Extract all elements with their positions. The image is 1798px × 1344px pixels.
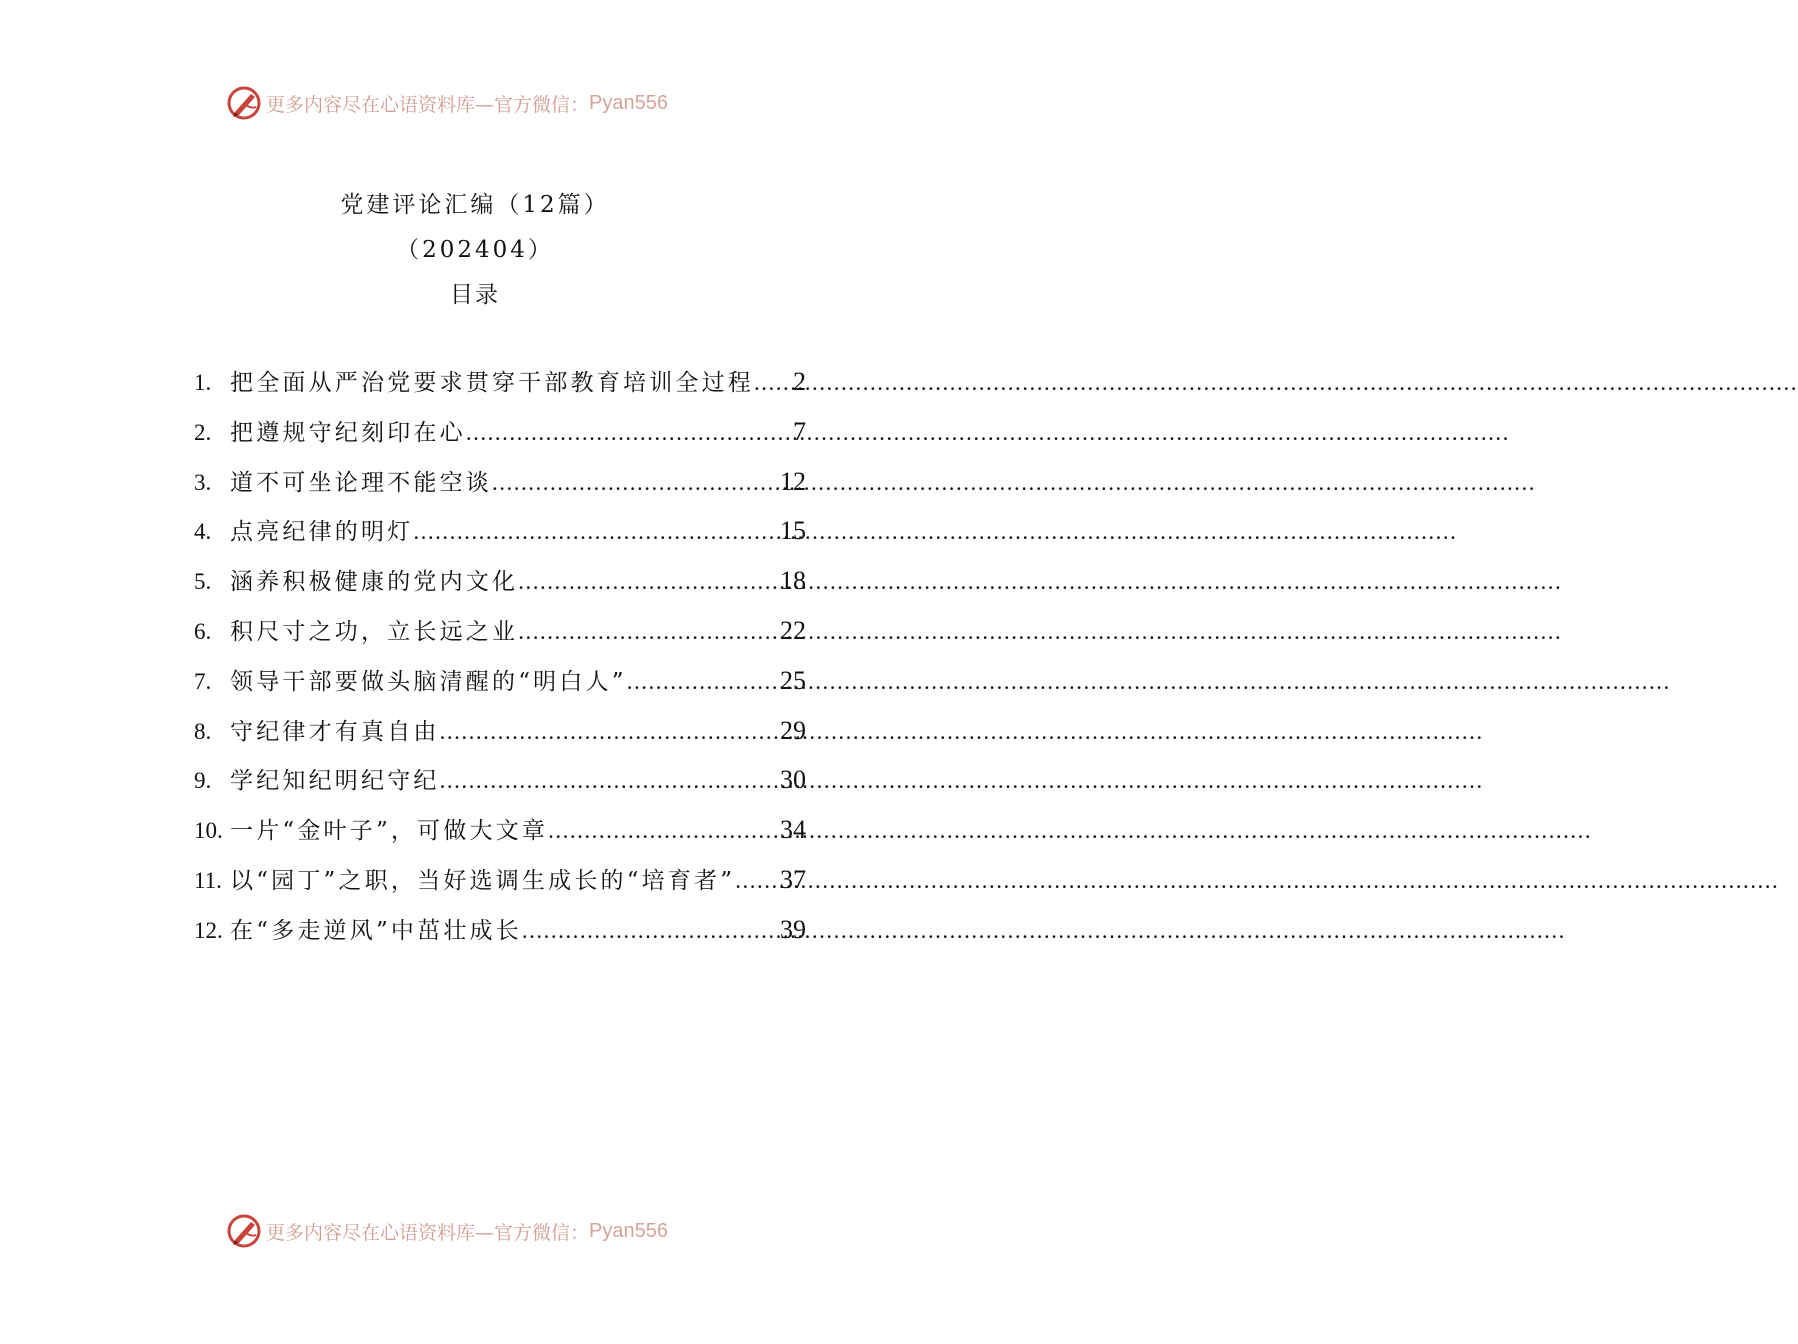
toc-item[interactable] xyxy=(194,663,806,713)
toc-item-number: 2. xyxy=(194,419,212,445)
toc-item-page: 39 xyxy=(780,914,806,944)
toc-item-title: 积尺寸之功，立长远之业 xyxy=(230,618,519,645)
toc-item[interactable] xyxy=(194,613,806,663)
toc-item-number: 4. xyxy=(194,519,212,545)
toc-dot-leader xyxy=(754,370,793,396)
toc-item-title: 道不可坐论理不能空谈 xyxy=(230,469,492,496)
toc-item-title: 守纪律才有真自由 xyxy=(230,718,440,745)
toc-dot-leader xyxy=(627,669,780,695)
watermark-bottom xyxy=(226,1211,668,1251)
document-title: 党建评论汇编（12篇） xyxy=(340,192,610,218)
toc-item-page: 34 xyxy=(780,815,806,845)
toc-item-title: 以“园丁”之职，当好选调生成长的“培育者” xyxy=(230,867,736,894)
toc-item-title: 把全面从严治党要求贯穿干部教育培训全过程 xyxy=(230,370,754,396)
toc-item[interactable] xyxy=(194,364,806,414)
toc-item-title: 涵养积极健康的党内文化 xyxy=(230,569,519,596)
toc-item-page: 22 xyxy=(780,615,806,645)
toc-item-number: 10. xyxy=(194,818,223,844)
toc-dot-leader xyxy=(413,519,780,545)
toc-item-number: 12. xyxy=(194,917,223,943)
toc-item-title: 点亮纪律的明灯 xyxy=(230,519,414,546)
watermark-wechat-id: Pyan556 xyxy=(589,91,668,114)
toc-item-number: 1. xyxy=(194,370,212,395)
toc-item[interactable] xyxy=(194,912,806,962)
toc-item-number: 11. xyxy=(194,867,222,893)
toc-item[interactable] xyxy=(194,862,806,912)
toc-dot-leader xyxy=(522,918,780,944)
toc-item-page: 30 xyxy=(780,765,806,795)
watermark-text: 更多内容尽在心语资料库—官方微信： xyxy=(266,1221,590,1244)
document-date: （202404） xyxy=(396,237,554,263)
toc-dot-leader xyxy=(548,818,780,844)
toc-item[interactable] xyxy=(194,713,806,763)
toc-item-page: 18 xyxy=(780,566,806,596)
toc-dot-leader xyxy=(440,768,780,794)
toc-item-number: 5. xyxy=(194,569,212,595)
toc-item-title: 把遵规守纪刻印在心 xyxy=(230,419,466,446)
toc-item-page: 2 xyxy=(793,367,806,396)
toc-dot-leader xyxy=(518,569,780,595)
toc-item-page: 12 xyxy=(780,466,806,496)
toc-item-page: 29 xyxy=(780,715,806,745)
toc-item-page: 15 xyxy=(780,516,806,546)
watermark-wechat-id: Pyan556 xyxy=(589,1219,668,1242)
watermark-top xyxy=(226,83,668,123)
toc-dot-leader xyxy=(440,719,780,745)
toc-item-page: 7 xyxy=(793,416,806,446)
toc-item-page: 37 xyxy=(780,864,806,894)
toc-item[interactable] xyxy=(194,513,806,563)
toc-item-number: 6. xyxy=(194,618,212,644)
toc-item-title: 在“多走逆风”中茁壮成长 xyxy=(230,917,522,944)
toc-dot-leader xyxy=(518,619,780,645)
toc-item-number: 9. xyxy=(194,768,212,794)
toc-item-number: 8. xyxy=(194,718,212,744)
toc-dot-leader xyxy=(735,868,780,894)
toc-item[interactable] xyxy=(194,762,806,812)
toc-dot-leader xyxy=(492,470,780,496)
pen-logo-icon xyxy=(226,85,262,121)
toc-item-page: 25 xyxy=(780,665,806,695)
toc-item-title: 学纪知纪明纪守纪 xyxy=(230,768,440,795)
toc-item-number: 7. xyxy=(194,668,212,694)
toc-heading: 目录 xyxy=(450,282,500,308)
table-of-contents xyxy=(194,364,806,962)
toc-item-title: 领导干部要做头脑清醒的“明白人” xyxy=(230,668,627,695)
toc-item[interactable] xyxy=(194,812,806,862)
toc-item-title: 一片“金叶子”，可做大文章 xyxy=(230,818,549,845)
toc-item[interactable] xyxy=(194,563,806,613)
pen-logo-icon xyxy=(226,1213,262,1249)
watermark-text: 更多内容尽在心语资料库—官方微信： xyxy=(266,93,590,116)
toc-dot-leader xyxy=(466,420,793,446)
toc-item[interactable] xyxy=(194,464,806,514)
toc-item[interactable] xyxy=(194,414,806,464)
toc-item-number: 3. xyxy=(194,469,212,495)
